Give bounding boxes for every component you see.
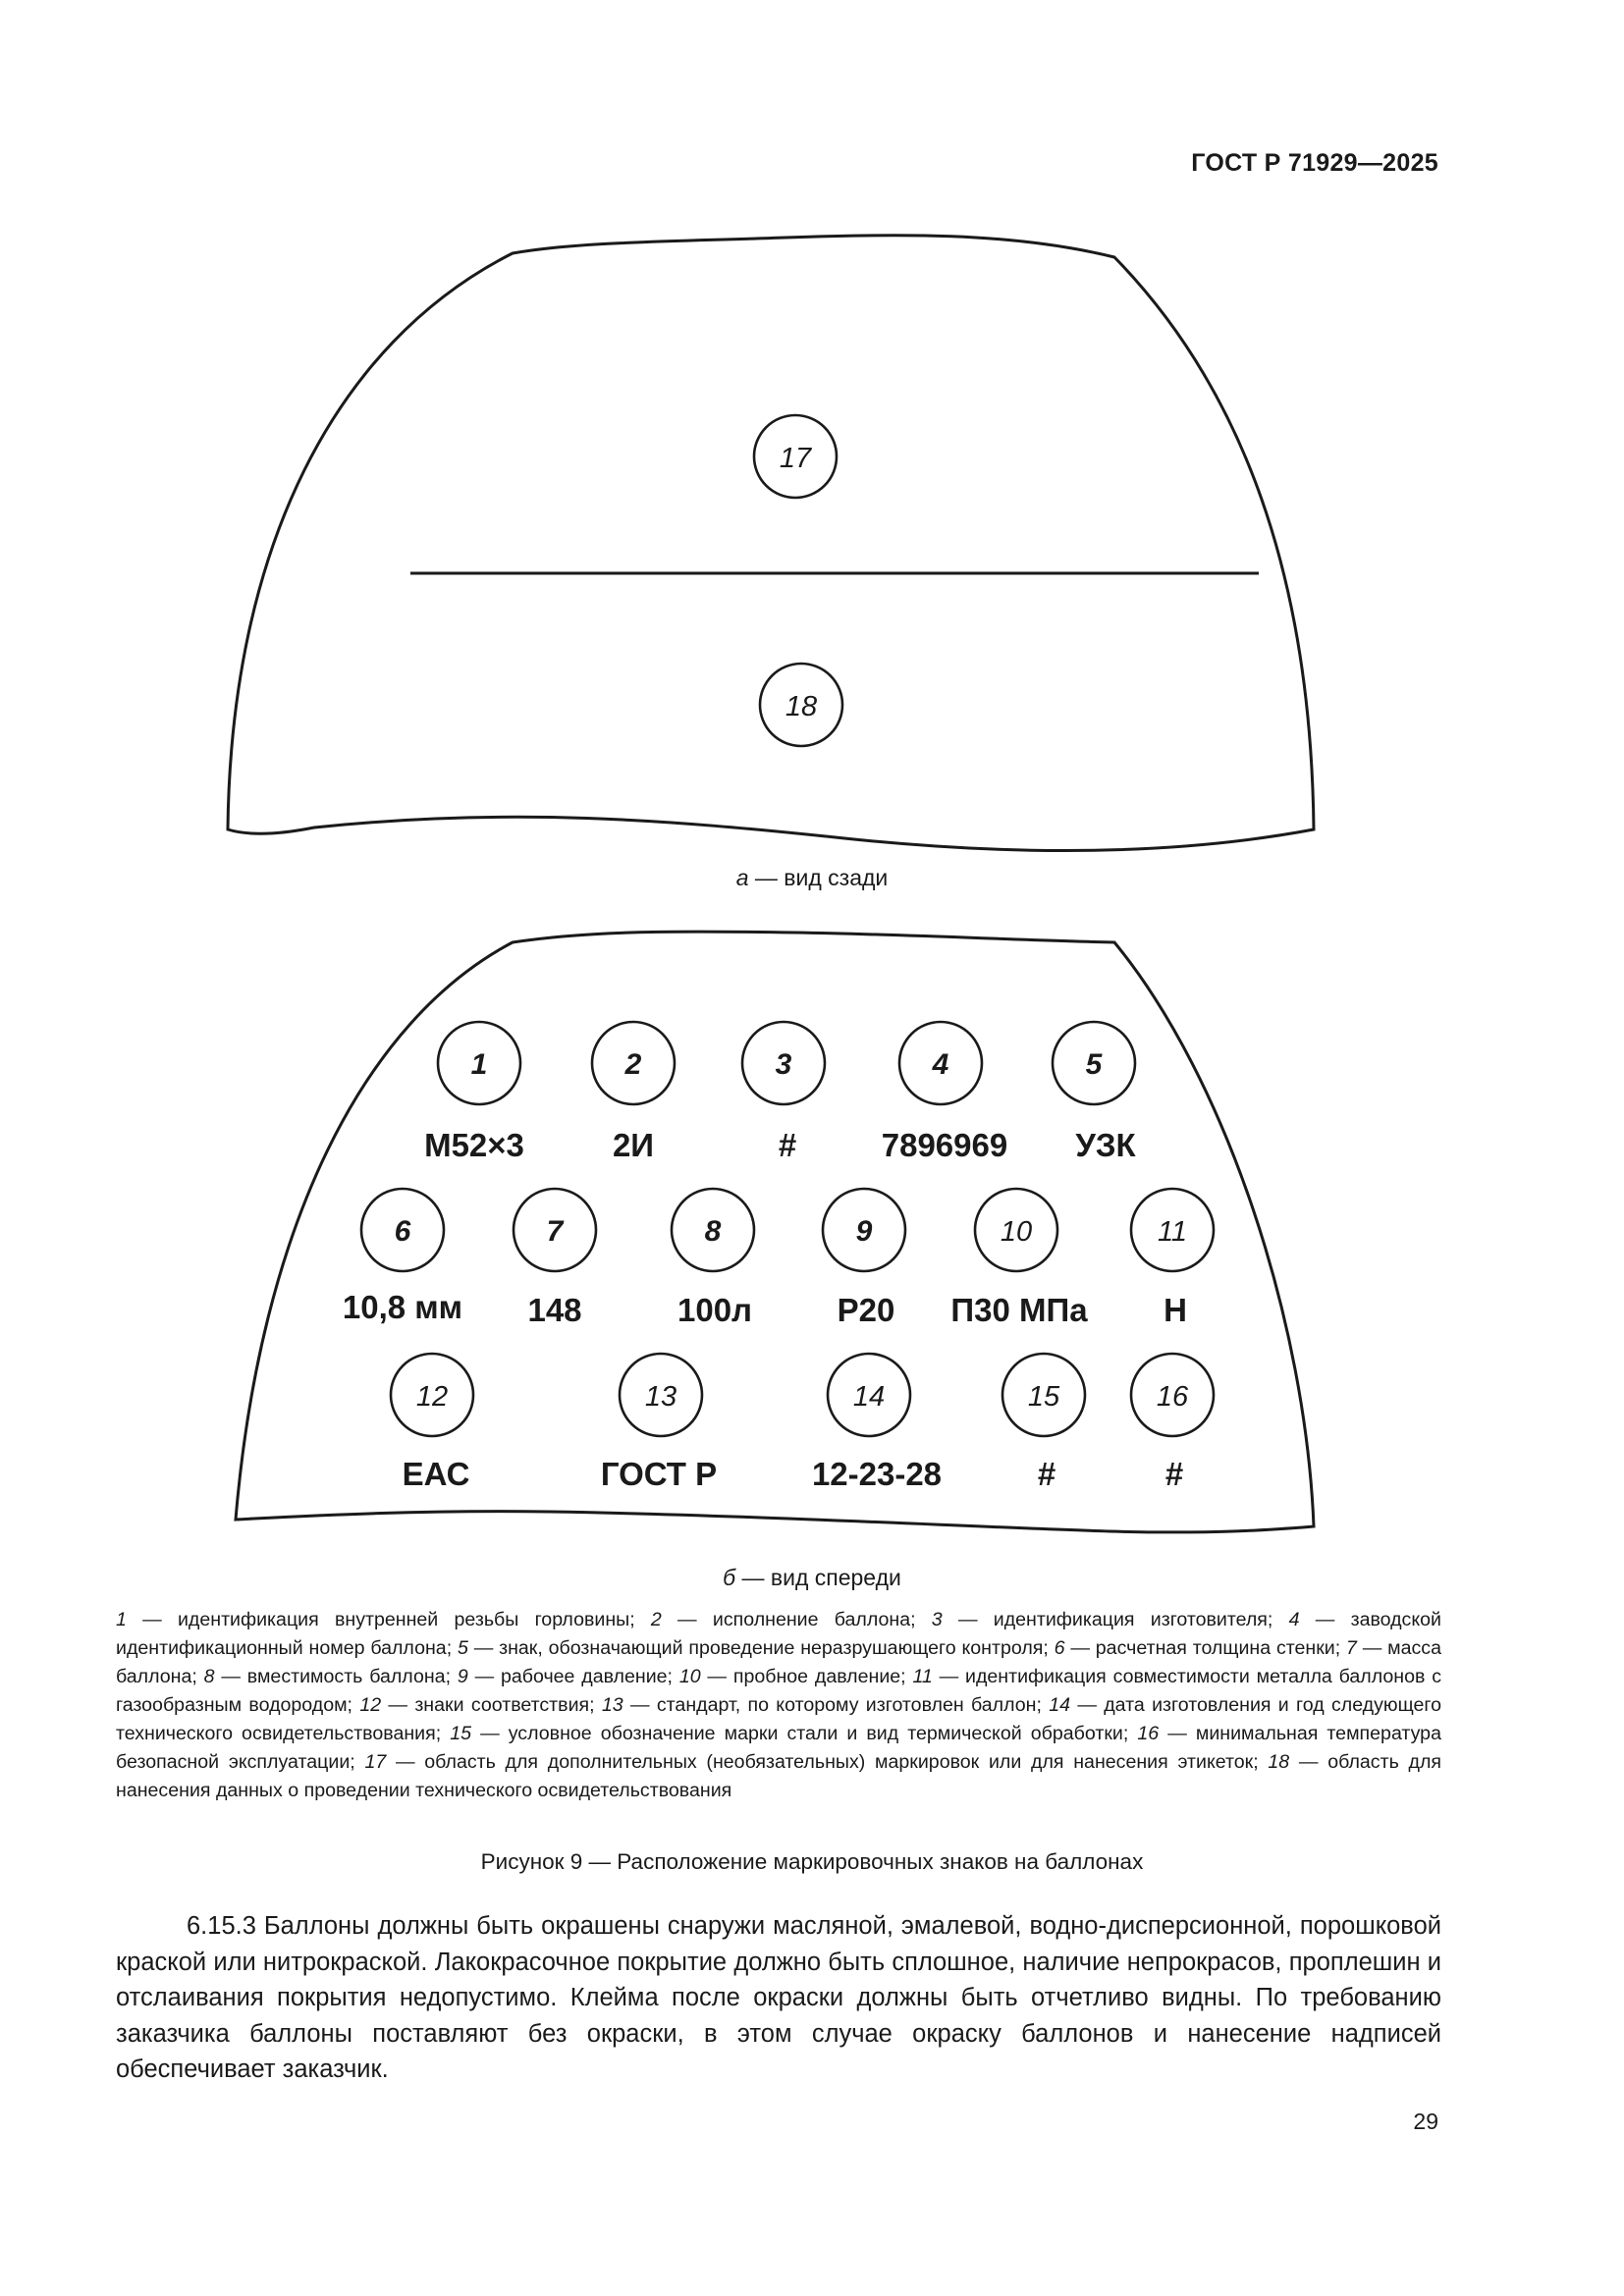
cylinder-outline-rear: [228, 236, 1314, 851]
body-paragraph: 6.15.3 Баллоны должны быть окрашены снаружи масляной, эмалевой, водно-дисперсионной, порошковой краской или нитрокраской. Лакокрасочное покрытие должно быть сплошное, наличие непрокрасов, проплешин и отслаивания покрытия недопустимо. Клейма после окраски должны быть отчетливо видны. По требованию заказчика баллоны поставляют без окраски, в этом случае окраску баллонов и нанесение надписей обеспечивает заказчик.: [116, 1912, 1441, 2083]
marker-label-14: 12-23-28: [811, 1456, 943, 1492]
marker-label-3: #: [778, 1127, 797, 1163]
marker-number-5: 5: [1085, 1048, 1103, 1081]
marker-label-1: М52×3: [424, 1127, 524, 1163]
marker-number-13: 13: [644, 1381, 677, 1413]
marker-number-10: 10: [1000, 1216, 1033, 1248]
marker-label-9: Р20: [837, 1292, 895, 1328]
marker-number-16: 16: [1156, 1381, 1189, 1413]
marker-number-6: 6: [394, 1215, 411, 1248]
marker-number-4: 4: [932, 1048, 949, 1081]
marker-number-17: 17: [779, 443, 812, 474]
marker-label-7: 148: [527, 1292, 582, 1328]
marker-label-2: 2И: [612, 1127, 655, 1163]
marker-number-11: 11: [1157, 1216, 1188, 1248]
marker-label-13: ГОСТ Р: [600, 1456, 718, 1492]
figure-legend: 1 — идентификация внутренней резьбы горловины; 2 — исполнение баллона; 3 — идентификация изготовителя; 4 — заводской идентификационный номер баллона; 5 — знак, обозначающий проведение неразрушающего контроля; 6 — расчетная толщина стенки; 7 — масса баллона; 8 — вместимость баллона; 9 — рабочее давление; 10 — пробное давление; 11 — идентификация совместимости металла баллонов с газообразным водородом; 12 — знаки соответствия; 13 — стандарт, по которому изготовлен баллон; 14 — дата изготовления и год следующего технического освидетельствования; 15 — условное обозначение марки стали и вид термической обработки; 16 — минимальная температура безопасной эксплуатации; 17 — область для дополнительных (необязательных) маркировок или для нанесения этикеток; 18 — область для нанесения данных о проведении технического освидетельствования: [116, 1609, 1442, 1801]
marker-number-12: 12: [415, 1381, 449, 1413]
marker-label-6: 10,8 мм: [342, 1289, 463, 1325]
marker-label-4: 7896969: [881, 1127, 1008, 1163]
marker-number-14: 14: [852, 1381, 886, 1413]
marker-label-5: УЗК: [1075, 1127, 1136, 1163]
marker-number-1: 1: [470, 1048, 488, 1081]
marker-number-9: 9: [855, 1215, 873, 1248]
marker-number-15: 15: [1027, 1381, 1060, 1413]
figure-title: Рисунок 9 — Расположение маркировочных знаков на баллонах: [480, 1849, 1144, 1874]
marker-number-8: 8: [704, 1215, 722, 1248]
marker-label-11: Н: [1164, 1292, 1187, 1328]
marker-label-8: 100л: [677, 1292, 753, 1328]
marker-number-3: 3: [775, 1048, 792, 1081]
page-number: 29: [1413, 2109, 1438, 2134]
marker-label-15: #: [1037, 1456, 1056, 1492]
marker-number-18: 18: [785, 691, 818, 722]
document-header: ГОСТ Р 71929—2025: [1191, 149, 1438, 177]
marker-label-16: #: [1164, 1456, 1184, 1492]
marker-number-7: 7: [546, 1215, 564, 1248]
marker-label-12: ЕАС: [402, 1456, 470, 1492]
caption-view-b: б — вид спереди: [723, 1565, 901, 1590]
marker-number-2: 2: [624, 1048, 642, 1081]
caption-view-a: а — вид сзади: [735, 865, 889, 890]
marker-label-10: П30 МПа: [950, 1292, 1088, 1328]
